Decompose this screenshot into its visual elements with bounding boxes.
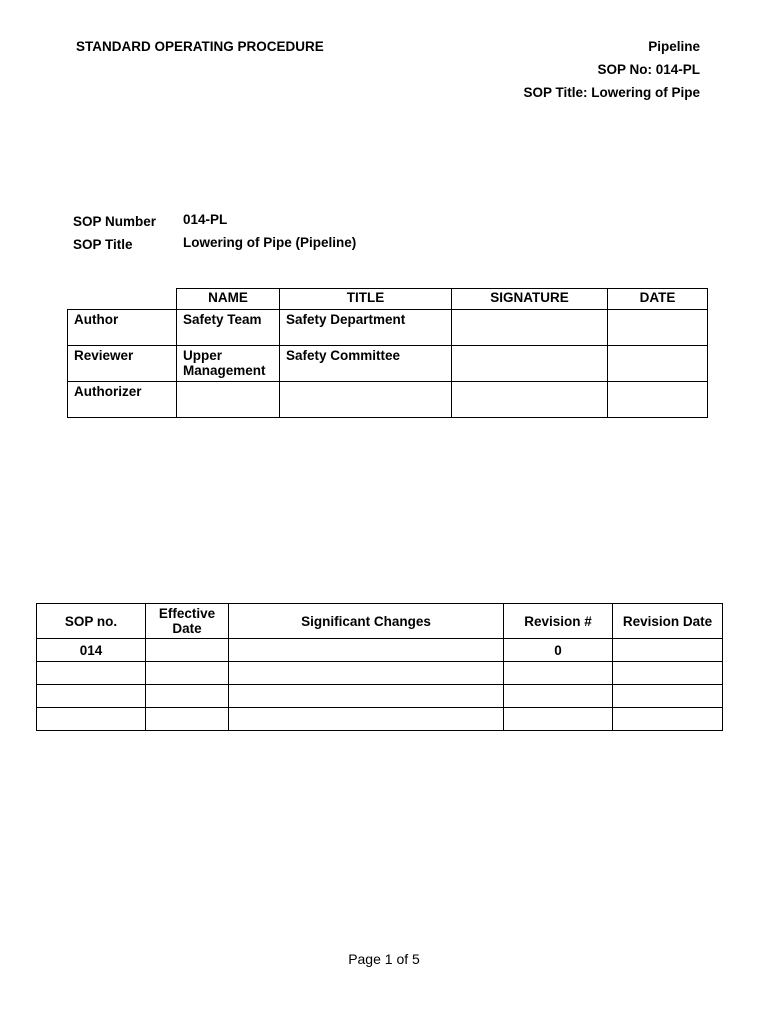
revision-header-revision-number: Revision # <box>504 604 613 639</box>
revision-cell <box>613 639 723 662</box>
approval-row-reviewer <box>68 346 708 382</box>
approval-name <box>177 382 280 418</box>
approval-corner-cell <box>68 289 177 310</box>
header-sop-title: SOP Title: Lowering of Pipe <box>523 85 700 100</box>
approval-row-authorizer <box>68 382 708 418</box>
revision-header-sop-no: SOP no. <box>37 604 146 639</box>
revision-cell <box>613 685 723 708</box>
revision-cell <box>229 662 504 685</box>
approval-header-row <box>68 289 708 310</box>
revision-row <box>37 708 723 731</box>
approval-role: Authorizer <box>68 382 177 418</box>
revision-header-significant-changes: Significant Changes <box>229 604 504 639</box>
revision-cell <box>146 708 229 731</box>
approval-name: Safety Team <box>177 310 280 346</box>
approval-header-signature: SIGNATURE <box>452 289 608 310</box>
approval-header-date: DATE <box>608 289 708 310</box>
sop-number-label: SOP Number <box>73 214 157 229</box>
approval-date <box>608 346 708 382</box>
revision-cell <box>146 639 229 662</box>
revision-cell <box>504 685 613 708</box>
revision-header-row <box>37 604 723 639</box>
revision-cell <box>37 708 146 731</box>
revision-cell <box>504 708 613 731</box>
revision-cell <box>504 662 613 685</box>
approval-signature <box>452 310 608 346</box>
page-number: Page 1 of 5 <box>348 951 420 967</box>
approval-role: Author <box>68 310 177 346</box>
revision-row <box>37 685 723 708</box>
revision-cell <box>229 708 504 731</box>
approval-date <box>608 310 708 346</box>
revision-header-revision-date: Revision Date <box>613 604 723 639</box>
approval-role: Reviewer <box>68 346 177 382</box>
revision-header-effective-date <box>146 604 229 639</box>
revision-cell: 014 <box>37 639 146 662</box>
approval-signature <box>452 382 608 418</box>
approval-signature <box>452 346 608 382</box>
sop-number-value: 014-PL <box>183 212 228 227</box>
revision-history-table <box>36 603 723 731</box>
sop-title-value: Lowering of Pipe (Pipeline) <box>183 235 357 250</box>
revision-cell <box>613 662 723 685</box>
revision-cell <box>229 639 504 662</box>
approval-name: Upper Management <box>177 346 280 382</box>
approval-table <box>67 288 708 418</box>
header-department: Pipeline <box>648 39 700 54</box>
revision-cell <box>229 685 504 708</box>
revision-row <box>37 639 723 662</box>
approval-title: Safety Committee <box>280 346 452 382</box>
revision-cell <box>37 662 146 685</box>
revision-cell: 0 <box>504 639 613 662</box>
revision-cell <box>146 662 229 685</box>
approval-date <box>608 382 708 418</box>
revision-row <box>37 662 723 685</box>
revision-cell <box>146 685 229 708</box>
approval-row-author <box>68 310 708 346</box>
revision-header-effective-date-text: Effective Date <box>158 606 216 636</box>
approval-header-title: TITLE <box>280 289 452 310</box>
approval-title <box>280 382 452 418</box>
document-type-heading: STANDARD OPERATING PROCEDURE <box>76 39 324 54</box>
revision-cell <box>613 708 723 731</box>
header-sop-number: SOP No: 014-PL <box>597 62 700 77</box>
approval-header-name: NAME <box>177 289 280 310</box>
approval-title: Safety Department <box>280 310 452 346</box>
revision-cell <box>37 685 146 708</box>
sop-title-label: SOP Title <box>73 237 133 252</box>
